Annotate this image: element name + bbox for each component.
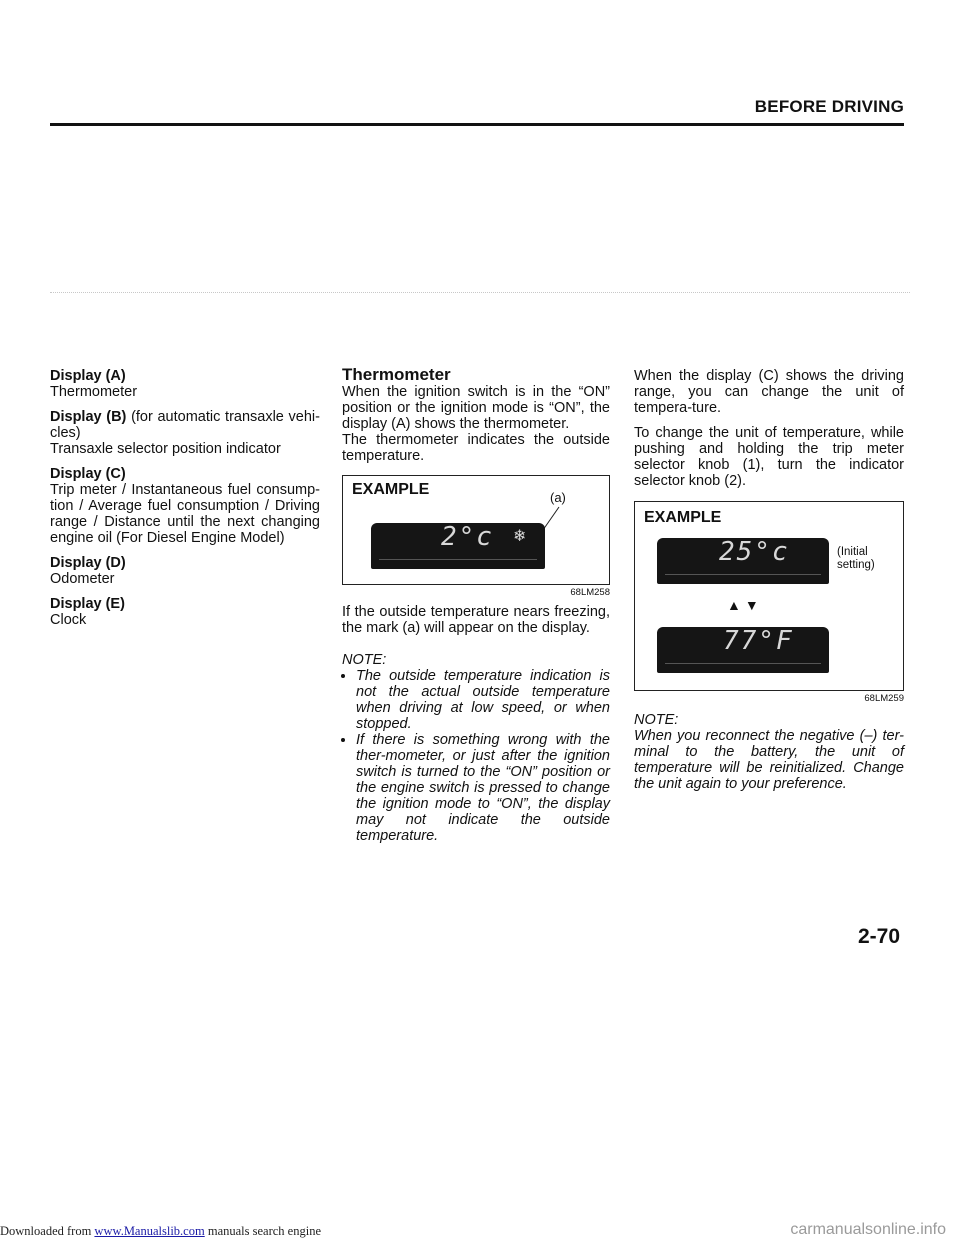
lcd-display [371,523,545,569]
paragraph: To change the unit of temperature, while pushing and holding the trip meter selector knob (1), turn the indicator selector knob (2). [634,425,904,489]
example-label: EXAMPLE [644,509,722,526]
scan-artifact-line [50,292,910,293]
initial-setting-label: (Initial setting) [837,546,875,571]
right-column [634,368,904,792]
note-item: • The outside temperature indication is not the actual outside temperature when driving at low speed, or when stopped. [356,668,610,732]
example-label: EXAMPLE [352,481,430,498]
item-body: Odometer [50,571,115,587]
display-item [50,466,320,546]
footer-prefix: Downloaded from [0,1224,95,1238]
paragraph: When the ignition switch is in the “ON” position or the ignition mode is “ON”, the display (A) shows the thermometer. [342,384,610,432]
item-heading-suffix: (for automatic transaxle vehi-cles) [50,409,320,441]
item-heading: Display (D) [50,555,126,571]
item-heading: Display (A) [50,368,126,384]
display-item [50,555,320,587]
display-item [50,368,320,400]
display-item [50,596,320,628]
temperature-reading: 2°c [441,522,494,552]
left-column [50,368,320,637]
note-label: NOTE: [342,652,387,668]
section-title: BEFORE DRIVING [754,97,904,116]
paragraph: When the display (C) shows the driving range, you can change the unit of tempera-ture. [634,368,904,416]
lcd-display-fahrenheit [657,627,829,673]
display-item [50,409,320,457]
item-heading: Display (E) [50,596,125,612]
note-text: When you reconnect the negative (–) ter-minal to the battery, the unit of temperature will be reinitialized. Change the unit again to your preference. [634,728,904,792]
figure-code: 68LM259 [864,693,904,704]
lcd-display-celsius [657,538,829,584]
item-heading: Display (C) [50,466,126,482]
note-item: • If there is something wrong with the ther-mometer, or just after the ignition switch is turned to the “ON” position or the engine switch is pressed to change the ignition mode to “ON”, the display may not indicate the outside temperature. [356,732,610,844]
paragraph: The thermometer indicates the outside temperature. [342,432,610,464]
item-body: Thermometer [50,384,138,400]
note-block [634,712,904,792]
snowflake-icon: ❄ [513,528,527,545]
download-footer [0,1224,321,1239]
figure-code: 68LM258 [570,587,610,598]
item-body: Clock [50,612,87,628]
temperature-reading-celsius: 25°c [719,537,790,567]
unit-change-figure [634,501,904,691]
callout-label: (a) [550,490,566,505]
item-body: Trip meter / Instantaneous fuel consump-tion / Average fuel consumption / Driving range / Distance until the next changing engine oil (For Diesel Engine Model) [50,482,320,546]
footer-suffix: manuals search engine [204,1224,321,1238]
note-list [342,668,610,844]
temperature-reading-fahrenheit: 77°F [723,626,794,656]
page-header [50,97,904,126]
paragraph: If the outside temperature nears freezing, the mark (a) will appear on the display. [342,604,610,636]
thermometer-heading: Thermometer [342,365,451,384]
thermometer-figure [342,475,610,585]
lcd-divider [379,559,537,560]
lcd-divider [665,574,821,575]
manualslib-link[interactable]: www.Manualslib.com [94,1224,205,1238]
lcd-divider [665,663,821,664]
note-block [342,652,610,844]
middle-column [342,366,610,844]
watermark-text: carmanualsonline.info [790,1221,946,1238]
item-body: Transaxle selector position indicator [50,441,281,457]
page-number: 2-70 [857,925,900,948]
note-label: NOTE: [634,712,679,728]
item-heading: Display (B) [50,409,127,425]
up-down-arrows: ▲▼ [727,597,763,613]
